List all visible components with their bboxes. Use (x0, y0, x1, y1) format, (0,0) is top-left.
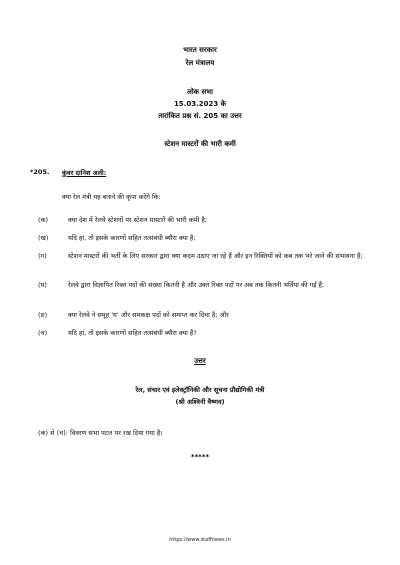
subject-title: स्टेशन मास्टरों की भारी कमी (164, 140, 236, 148)
item-text: यदि हां, तो इसके कारणों सहित तत्संबंधी ब्यौरा क्या है; (68, 234, 196, 242)
item-text: क्या देश में रेलवे स्टेशनों पर स्टेशन मास्टरों की भारी कमी है; (68, 216, 207, 224)
answer-reply: (क) से (च): विवरण सभा पटल पर रख दिया गया है। (38, 429, 163, 437)
item-text: क्या रेलवे ने समूह 'घ' और समकक्ष पदों को समाप्त कर दिया है; और (68, 311, 229, 319)
minister-title: रेल, संचार एवं इलेक्ट्रॉनिकी और सूचना प्रौद्योगिकी मंत्री (135, 386, 265, 394)
item-label: (ग) (38, 252, 47, 260)
item-label: (ङ) (38, 311, 48, 319)
end-stars: ***** (190, 453, 210, 461)
question-line: तारांकित प्रश्न सं. 205 का उत्तर (158, 112, 242, 120)
item-label: (च) (38, 329, 48, 337)
govt-label: भारत सरकार (183, 46, 217, 54)
item-label: (क) (38, 216, 49, 224)
item-label: (घ) (38, 281, 47, 289)
footer-url: https://www.staffnews.in (169, 537, 231, 543)
house-label: लोक सभा (187, 88, 213, 96)
member-name: कुंवर दानिश अली: (62, 169, 107, 177)
date-line: 15.03.2023 के (173, 100, 227, 108)
item-text: रेलवे द्वारा विज्ञापित रिक्त पदों की संख्या कितनी है और उक्त रिक्त पदों पर अब तक कितनी भर्तियां की गई हैं; (68, 281, 325, 289)
question-intro: क्या रेल मंत्री यह बताने की कृपा करेंगे कि: (62, 193, 161, 201)
item-text: यदि हां, तो इसके कारणों सहित तत्संबंधी ब्यौरा क्या है? (68, 329, 197, 337)
item-label: (ख) (38, 234, 49, 242)
item-text: स्टेशन मास्टरों की भर्ती के लिए सरकार द्वारा क्या कदम उठाए जा रहे हैं और इन रिक्तियों को कब तक भरे जाने की संभावना है; (68, 252, 363, 260)
question-number: *205. (30, 168, 50, 176)
ministry-label: रेल मंत्रालय (185, 59, 215, 67)
minister-name: (श्री अश्विनी वैष्णव) (175, 398, 225, 406)
answer-heading: उत्तर (194, 357, 206, 365)
